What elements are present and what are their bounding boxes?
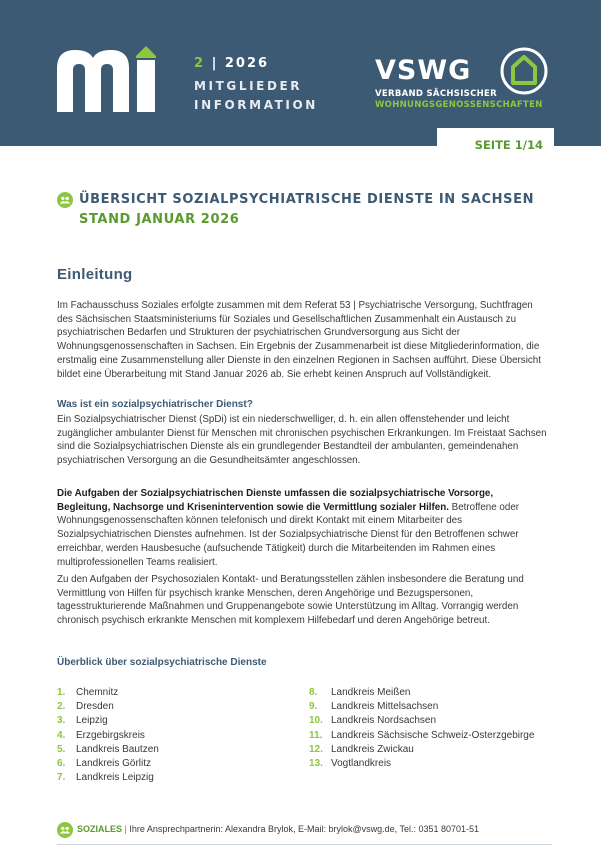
list-item-name: Leipzig	[76, 715, 108, 727]
list-item-number: 7.	[57, 772, 66, 784]
people-icon	[57, 822, 73, 838]
list-item-number: 5.	[57, 743, 66, 755]
list-item-number: 2.	[57, 701, 66, 713]
list-item	[57, 743, 317, 757]
spdi-paragraph: Ein Sozialpsychiatrischer Dienst (SpDi) ist ein niederschwelliger, d. h. ein allen offenstehender und leicht zugänglicher ambulanter Dienst für Menschen mit chronischen psychischen Erkrankungen. Im Freistaat Sachsen sind die Sozialpsychiatrischen Dienste als ein grundlegender Bestandteil der ambulanten, gemeindenahen psychiatrischen Versorgung an die Gesundheitsämter angeschlossen.	[57, 414, 547, 467]
list-item-name: Vogtlandkreis	[331, 758, 392, 770]
publication-name	[194, 77, 318, 115]
list-item-name: Erzgebirgskreis	[76, 729, 145, 741]
issue-separator: |	[211, 56, 219, 71]
tasks-bold-text: Die Aufgaben der Sozialpsychiatrischen Dienste umfassen die sozialpsychiatrische Vorsorge, Begleitung, Nachsorge und Krisenintervention sowie die Vermittlung sozialer Hilfen.	[57, 488, 494, 513]
list-item	[57, 729, 317, 743]
question-heading: Was ist ein sozialpsychiatrischer Dienst?	[57, 399, 253, 410]
footer-contact	[77, 824, 479, 834]
list-item-number: 10.	[309, 715, 323, 727]
list-item	[309, 757, 569, 771]
issue-label	[194, 56, 269, 71]
list-item	[309, 700, 569, 714]
list-item	[57, 757, 317, 771]
overview-heading: Überblick über sozialpsychiatrische Dienste	[57, 657, 267, 668]
page-indicator: SEITE 1/14	[437, 128, 554, 154]
list-item-number: 1.	[57, 687, 66, 698]
list-item-number: 4.	[57, 729, 66, 741]
document-subtitle: STAND JANUAR 2026	[79, 212, 240, 227]
list-item	[309, 714, 569, 728]
list-item-name: Chemnitz	[76, 687, 119, 698]
contact-paragraph: Zu den Aufgaben der Psychosozialen Kontakt- und Beratungsstellen zählen insbesondere die Beratung und Vermittlung von Hilfen für psychisch kranke Menschen, deren Angehörige und Bezugspersonen, tagesstrukturierende Maßnahmen und Gruppenangebote sowie Unterstützung im Alltag. Vorrangig werden chronisch psychisch erkrankte Menschen mit komplexem Hilfebedarf und deren Angehörige betreut.	[57, 574, 524, 627]
list-item	[309, 729, 569, 743]
list-item	[309, 686, 569, 700]
intro-paragraph: Im Fachausschuss Soziales erfolgte zusammen mit dem Referat 53 | Psychiatrische Versorgung, Suchtfragen des Sächsischen Staatsministeriums für Soziales und Gesellschaftlichen Zusammenhalt ein Austausch zu psychiatrischen Bedarfen und Strukturen der psychiatrischen Grundversorgung aus Sicht der Wohnungsgenossenschaften in Sachsen. Ein Ergebnis der Zusammenarbeit ist diese Mitgliederinformation, die erstmalig eine Zusammenstellung aller Dienste in den einzelnen Regionen in Sachsen aufführt. Diese Übersicht bildet eine Überarbeitung mit Stand Januar 2026 ab. Sie erhebt keinen Anspruch auf Vollständigkeit.	[57, 300, 541, 380]
list-item-number: 6.	[57, 758, 66, 770]
mi-logo	[53, 38, 183, 112]
list-item-name: Landkreis Mittelsachsen	[331, 701, 439, 713]
publication-name-line1: MITGLIEDER	[194, 79, 303, 93]
footer-contact-text: Ihre Ansprechpartnerin: Alexandra Brylok, E-Mail: brylok@vswg.de, Tel.: 0351 80701-51	[129, 824, 480, 834]
list-item-name: Landkreis Meißen	[331, 687, 411, 698]
people-icon	[57, 192, 73, 208]
footer-divider	[57, 844, 552, 845]
list-item-name: Landkreis Leipzig	[76, 772, 154, 784]
org-name-line1: VERBAND SÄCHSISCHER	[375, 89, 497, 99]
list-item	[57, 686, 317, 700]
region-list-right	[309, 686, 569, 771]
list-item-number: 11.	[309, 729, 323, 741]
publication-name-line2: INFORMATION	[194, 98, 318, 112]
footer-category: SOZIALES	[77, 824, 123, 834]
list-item	[57, 700, 317, 714]
section-heading-einleitung: Einleitung	[57, 266, 133, 283]
tasks-rest-text: Betroffene oder Wohnungsgenossenschaften können telefonisch und direkt Kontakt mit einem Mitarbeiter des Sozialpsychiatrischen Dienstes aufnehmen. Ist der Sozialpsychiatrische Dienst für den Betroffenen schwer erreichbar, werden Hausbesuche (aufsuchende Tätigkeit) durch die Mitarbeitenden im Rahmen eines multiprofessionellen Teams realisiert.	[57, 501, 520, 568]
org-name-line2: WOHNUNGSGENOSSENSCHAFTEN	[375, 100, 543, 110]
header-banner	[0, 0, 601, 146]
list-item-number: 3.	[57, 715, 66, 727]
list-item	[309, 743, 569, 757]
list-item-name: Landkreis Görlitz	[76, 758, 152, 770]
issue-number: 2	[194, 56, 206, 71]
org-logo-text: VSWG	[375, 55, 472, 86]
list-item-number: 12.	[309, 743, 323, 755]
list-item-name: Landkreis Sächsische Schweiz-Osterzgebirge	[331, 729, 535, 741]
list-item-name: Dresden	[76, 701, 114, 713]
list-item-name: Landkreis Bautzen	[76, 743, 159, 755]
house-circle-icon	[500, 47, 548, 95]
document-title: ÜBERSICHT SOZIALPSYCHIATRISCHE DIENSTE IN SACHSEN	[79, 192, 535, 207]
list-item	[57, 771, 317, 785]
list-item-number: 13.	[309, 758, 323, 770]
tasks-paragraph	[57, 487, 549, 569]
region-list-left	[57, 686, 317, 785]
footer-separator: |	[124, 824, 127, 834]
list-item	[57, 714, 317, 728]
list-item-number: 9.	[309, 701, 318, 713]
list-item-name: Landkreis Nordsachsen	[331, 715, 437, 727]
list-item-number: 8.	[309, 687, 318, 698]
list-item-name: Landkreis Zwickau	[331, 743, 414, 755]
issue-year: 2026	[224, 56, 270, 71]
